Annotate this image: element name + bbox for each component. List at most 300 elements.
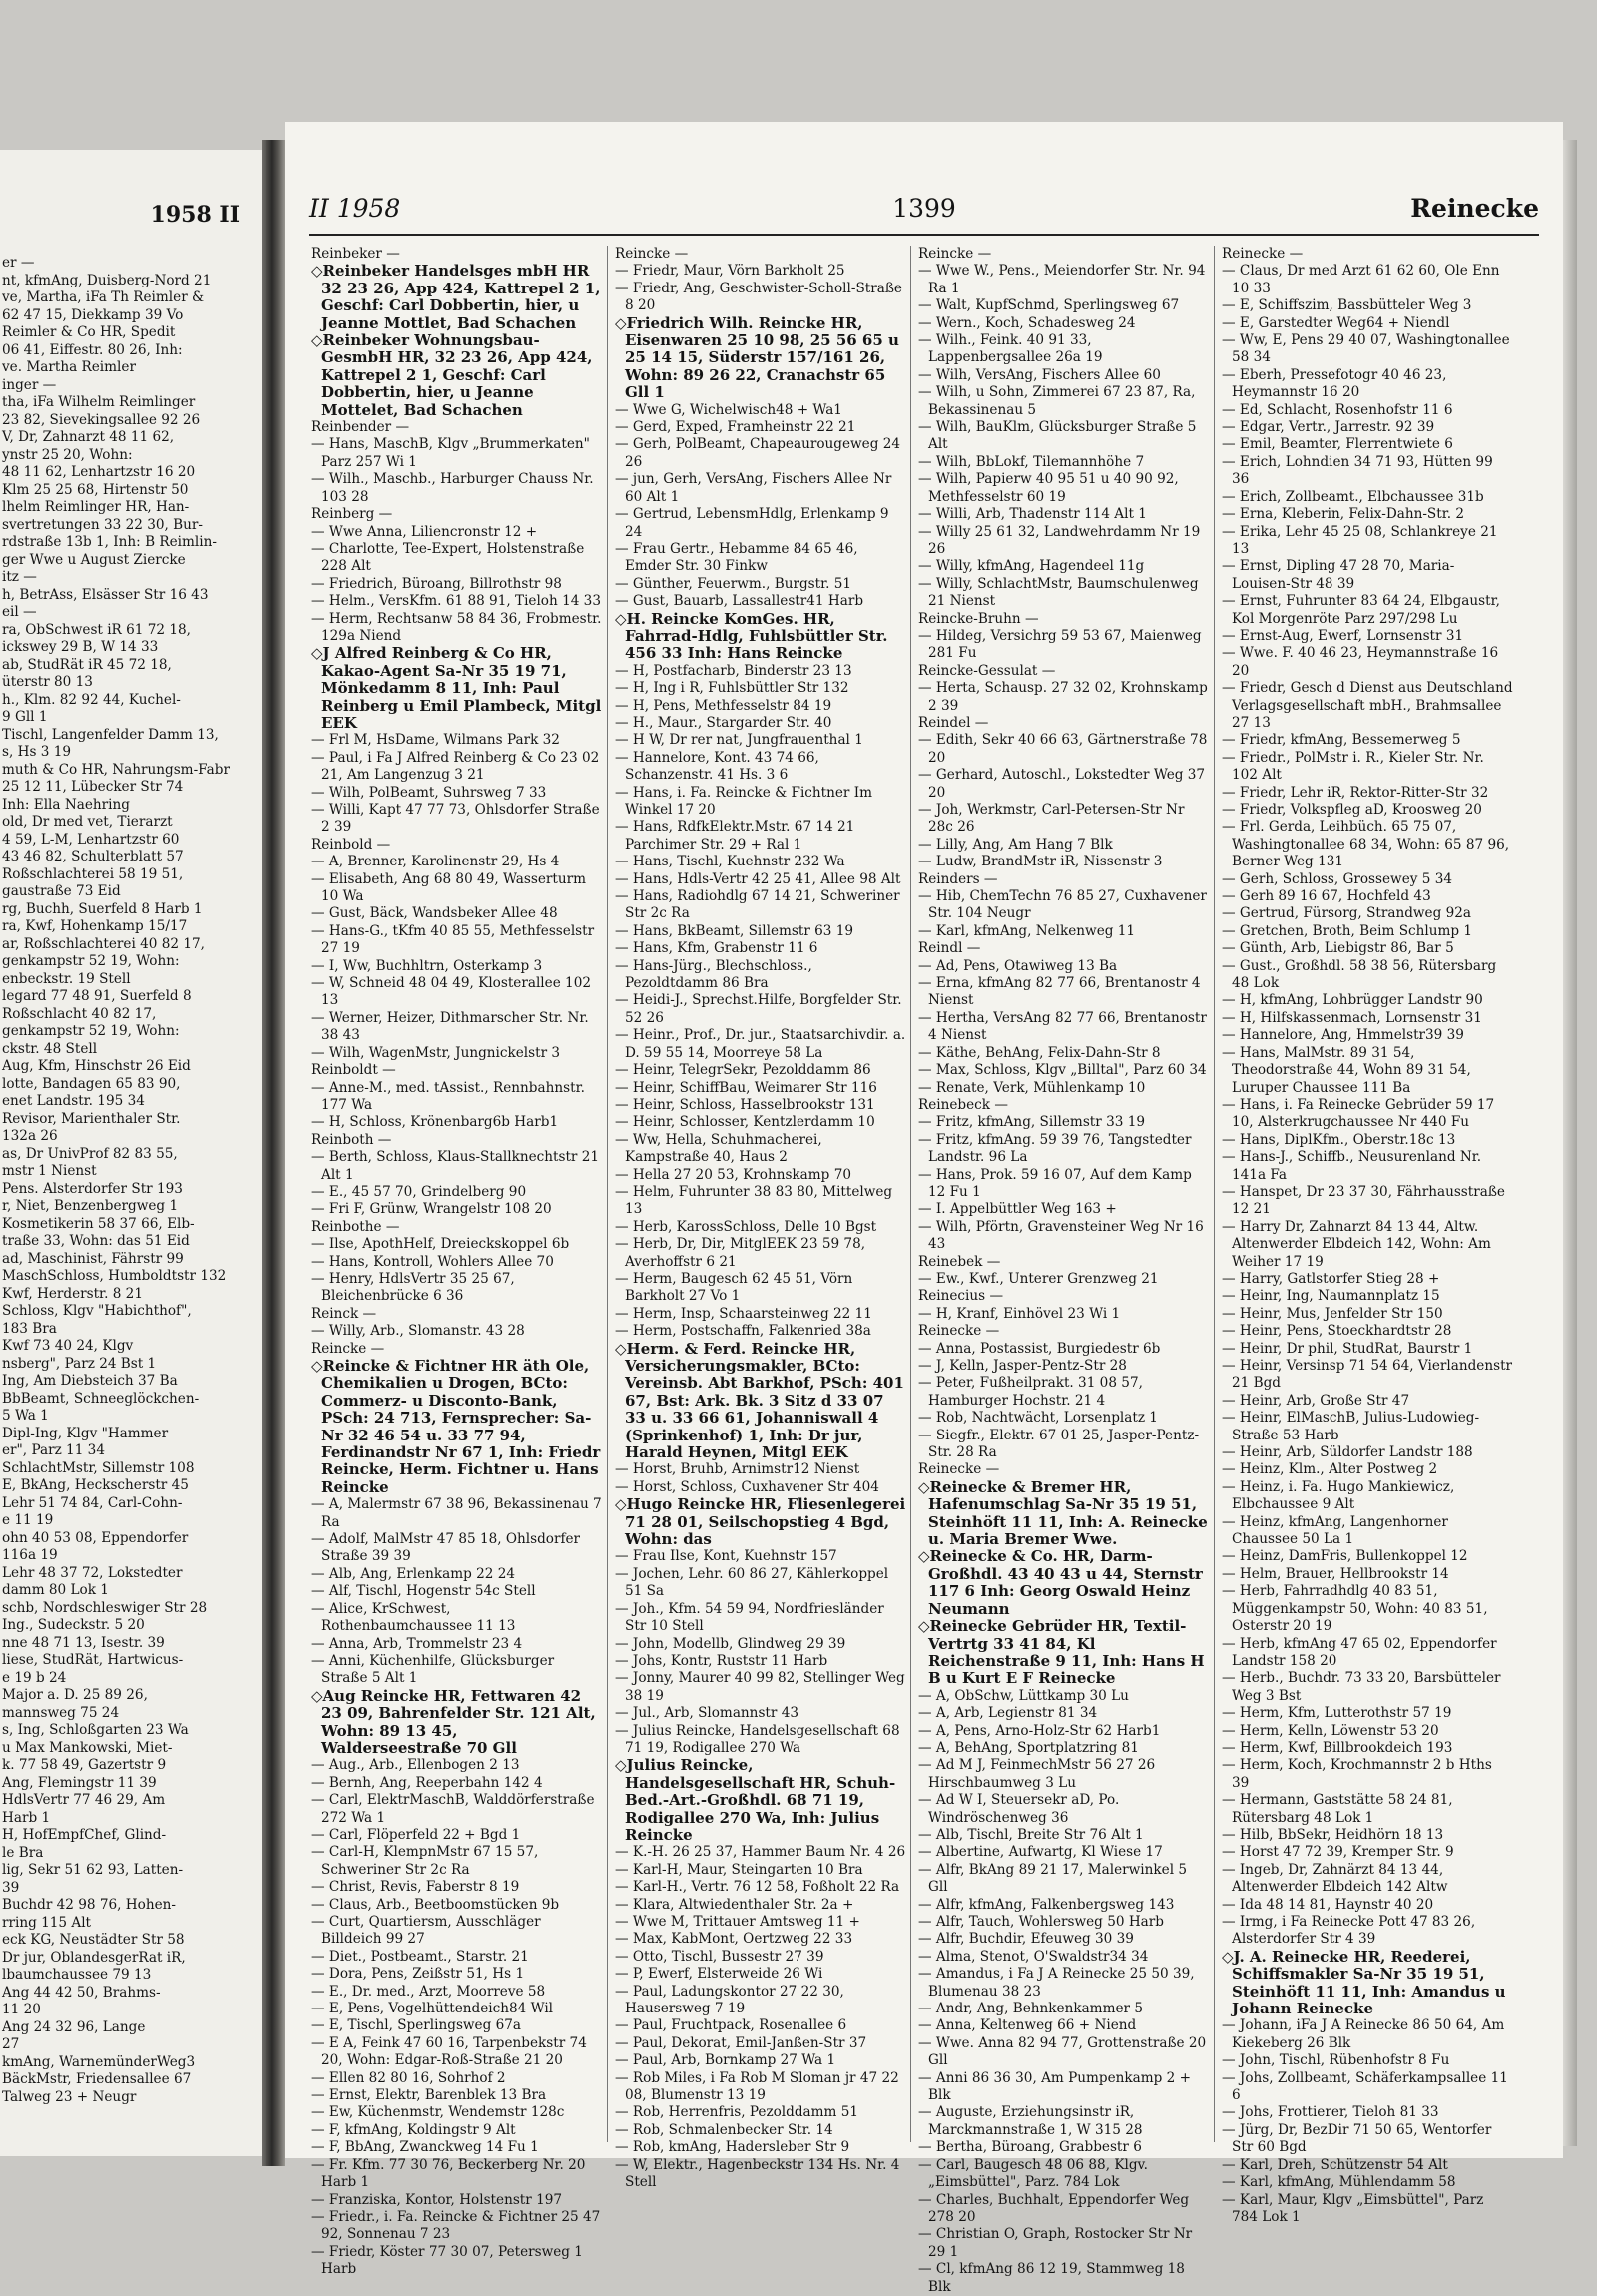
directory-entry: — Ludw, BrandMstr iR, Nissenstr 3 (918, 854, 1163, 870)
left-page-line: nsberg", Parz 24 Bst 1 (2, 1355, 157, 1372)
directory-entry: — Friedr, Lehr iR, Rektor-Ritter-Str 32 (1222, 784, 1489, 801)
left-page-line: Kwf 73 40 24, Klgv (2, 1338, 134, 1354)
directory-entry: — Werner, Heizer, Dithmarscher Str. Nr. 38 43 (311, 1009, 589, 1044)
directory-entry: — Dora, Pens, Zeißstr 51, Hs 1 (311, 1966, 525, 1983)
directory-entry: — Frl. Gerda, Leihbüch. 65 75 07, Washingtonallee 68 34, Wohn: 65 87 96, Berner Weg 131 (1222, 819, 1510, 870)
directory-entry: ◇ Reincke & Fichtner HR äth Ole, Chemikalien u Drogen, BCto: Commerz- u Disconto-Bank, PSch: 24 713, Fernsprecher: Sa-Nr 32 46 54 u. 33 77 94, Ferdinandstr Nr 67 1, Inh: Friedr Reincke, Herm. Fichtner u. Hans Reincke (311, 1358, 603, 1496)
directory-column-2 (615, 246, 906, 2191)
directory-entry: — Erna, kfmAng 82 77 66, Brentanostr 4 Nienst (918, 975, 1201, 1009)
left-page-line: lhelm Reimlinger HR, Han- (2, 499, 190, 515)
directory-entry: — P, Ewerf, Elsterweide 26 Wi (615, 1966, 823, 1983)
directory-entry: — E, Schiffszim, Bassbütteler Weg 3 (1222, 297, 1472, 314)
directory-entry: — Elisabeth, Ang 68 80 49, Wasserturm 10 Wa (311, 870, 586, 905)
directory-entry: — Heinr, Versinsp 71 54 64, Vierlandenstr 21 Bgd (1222, 1358, 1513, 1392)
directory-entry: — Ad W I, Steuersekr aD, Po. Windröschenweg 36 (918, 1792, 1120, 1826)
directory-entry: — Helm, Fuhrunter 38 83 80, Mittelweg 13 (615, 1183, 893, 1218)
directory-entry: — Willy, kfmAng, Hagendeel 11g (918, 558, 1145, 575)
directory-entry: ◇ J. A. Reinecke HR, Reederei, Schiffsmakler Sa-Nr 35 19 51, Steinhöft 11 11, Inh: Amandus u Johann Reinecke (1222, 1949, 1513, 2018)
directory-entry: — Walt, KupfSchmd, Sperlingsweg 67 (918, 297, 1180, 314)
left-page-line: Dr jur, OblandesgerRat iR, (2, 1949, 186, 1966)
left-page-line: 132a 26 (2, 1128, 58, 1144)
left-page-line: Tischl, Langenfelder Damm 13, (2, 726, 219, 743)
left-page-line: lbaumchaussee 79 13 (2, 1967, 152, 1983)
directory-entry: — Peter, Fußheilprakt. 31 08 57, Hamburger Hochstr. 21 4 (918, 1375, 1143, 1409)
directory-entry: — Herta, Schausp. 27 32 02, Krohnskamp 2 39 (918, 680, 1208, 714)
directory-entry: — E A, Feink 47 60 16, Tarpenbekstr 74 20, Wohn: Edgar-Roß-Straße 21 20 (311, 2034, 587, 2069)
left-page-line: rdstraße 13b 1, Inh: B Reimlin- (2, 534, 217, 550)
directory-entry: Reincke — (918, 246, 992, 262)
left-page-line: h., Klm. 82 92 44, Kuchel- (2, 691, 181, 708)
directory-entry: — F, kfmAng, Koldingstr 9 Alt (311, 2121, 516, 2138)
directory-entry: — I, Ww, Buchhltrn, Osterkamp 3 (311, 957, 543, 974)
directory-entry: — H, Postfacharb, Binderstr 23 13 (615, 662, 852, 679)
directory-entry: — Wwe. Anna 82 94 77, Grottenstraße 20 Gll (918, 2034, 1207, 2069)
left-page-header: 1958 II (150, 202, 240, 228)
directory-entry: — Lilly, Ang, Am Hang 7 Blk (918, 836, 1113, 853)
directory-entry: — Ww, Hella, Schuhmacherei, Kampstraße 40, Haus 2 (615, 1131, 822, 1166)
directory-entry: — E., 45 57 70, Grindelberg 90 (311, 1183, 527, 1200)
directory-entry: ◇ Friedrich Wilh. Reincke HR, Eisenwaren 25 10 98, 25 56 65 u 25 14 15, Süderstr 157/161 26, Wohn: 89 26 22, Cranachstr 65 Gll 1 (615, 315, 906, 402)
directory-entry: — Hans, BkBeamt, Sillemstr 63 19 (615, 922, 854, 939)
directory-entry: — Gretchen, Broth, Beim Schlump 1 (1222, 922, 1473, 939)
directory-entry: — Ew., Kwf., Unterer Grenzweg 21 (918, 1270, 1159, 1287)
directory-entry: — Ew, Küchenmstr, Wendemstr 128c (311, 2104, 565, 2121)
directory-entry: — Hans, i. Fa. Reincke & Fichtner Im Winkel 17 20 (615, 784, 873, 818)
directory-entry: — Hertha, VersAng 82 77 66, Brentanostr 4 Nienst (918, 1009, 1207, 1044)
left-page-line: 5 Wa 1 (2, 1408, 49, 1424)
directory-entry: — K.-H. 26 25 37, Hammer Baum Nr. 4 26 (615, 1844, 906, 1861)
directory-entry: — Friedr., PolMstr i. R., Kieler Str. Nr. 102 Alt (1222, 749, 1484, 784)
directory-entry: — Herb, Fahrradhdlg 40 83 51, Müggenkampstr 50, Wohn: 40 83 51, Osterstr 20 19 (1222, 1583, 1488, 1635)
left-page-line: er", Parz 11 34 (2, 1442, 105, 1458)
directory-entry: — Auguste, Erziehungsinstr iR, Marckmannstraße 1, W 315 28 (918, 2104, 1143, 2138)
directory-entry: — Heinr, Arb, Große Str 47 (1222, 1392, 1410, 1409)
directory-entry: — Heinr, Schloss, Hasselbrookstr 131 (615, 1096, 875, 1113)
directory-entry: — Wilh, BbLokf, Tilemannhöhe 7 (918, 453, 1145, 470)
directory-entry: — Karl-H, Maur, Steingarten 10 Bra (615, 1861, 863, 1878)
directory-entry: — Gertrud, LebensmHdlg, Erlenkamp 9 24 (615, 506, 889, 540)
directory-entry: — A, BehAng, Sportplatzring 81 (918, 1739, 1139, 1756)
directory-entry: — Horst, Bruhb, Arnimstr12 Nienst (615, 1461, 860, 1478)
directory-entry: — Fritz, kfmAng, Sillemstr 33 19 (918, 1114, 1145, 1131)
left-page-line: nne 48 71 13, Isestr. 39 (2, 1634, 165, 1651)
directory-entry: — Wwe M, Trittauer Amtsweg 11 + (615, 1914, 860, 1930)
page-year: II 1958 (309, 194, 401, 223)
directory-entry: — Wilh, VersAng, Fischers Allee 60 (918, 366, 1161, 383)
directory-entry: — H, Schloss, Krönenbarg6b Harb1 (311, 1114, 559, 1131)
directory-entry: — Hans, MaschB, Klgv „Brummerkaten" Parz 257 Wi 1 (311, 436, 590, 470)
directory-entry: Reinboldt — (311, 1062, 396, 1079)
left-page-line: Klm 25 25 68, Hirtenstr 50 (2, 481, 189, 498)
directory-entry: — Ernst, Dipling 47 28 70, Maria-Louisen-Str 48 39 (1222, 558, 1455, 592)
directory-entry: — Christian O, Graph, Rostocker Str Nr 29 1 (918, 2226, 1193, 2260)
directory-entry: — Alf, Tischl, Hogenstr 54c Stell (311, 1583, 536, 1600)
directory-entry: — Hans-G., tKfm 40 85 55, Methfesselstr 27 19 (311, 922, 595, 957)
left-page-line: h, BetrAss, Elsässer Str 16 43 (2, 586, 209, 603)
directory-entry: — Klara, Altwiedenthaler Str. 2a + (615, 1896, 854, 1913)
directory-entry: Reinbothe — (311, 1218, 400, 1235)
directory-entry: — jun, Gerh, VersAng, Fischers Allee Nr 60 Alt 1 (615, 471, 892, 505)
left-page-line: HdlsVertr 77 46 29, Am (2, 1792, 166, 1808)
left-page-line: gaustraße 73 Eid (2, 883, 121, 899)
directory-entry: — Johs, Kontr, Ruststr 11 Harb (615, 1652, 828, 1669)
header-rule (309, 234, 1539, 236)
directory-entry: — Johs, Frottierer, Tieloh 81 33 (1222, 2104, 1439, 2121)
directory-entry: — Henry, HdlsVertr 35 25 67, Bleichenbrücke 6 36 (311, 1270, 515, 1305)
left-page-line: ynstr 25 20, Wohn: (2, 446, 133, 463)
directory-entry: — Bernh, Ang, Reeperbahn 142 4 (311, 1774, 543, 1791)
left-page-line: mstr 1 Nienst (2, 1163, 97, 1179)
directory-entry: Reincke-Gessulat — (918, 662, 1056, 679)
directory-entry: — Gust., Großhdl. 58 38 56, Rütersbarg 48 Lok (1222, 957, 1497, 992)
directory-entry: ◇ Reinecke & Co. HR, Darm-Großhdl. 43 40 43 u 44, Sternstr 117 6 Inh: Georg Oswald Heinz Neumann (918, 1548, 1210, 1618)
left-page-line: enet Landstr. 195 34 (2, 1093, 145, 1109)
directory-entry: — Heinr, Dr phil, StudRat, Baurstr 1 (1222, 1340, 1473, 1357)
directory-entry: — Karl, kfmAng, Nelkenweg 11 (918, 922, 1136, 939)
directory-entry: — Anni 86 36 30, Am Pumpenkamp 2 + Blk (918, 2069, 1192, 2104)
directory-entry: — Friedrich, Büroang, Billrothstr 98 (311, 575, 562, 592)
directory-entry: — Hannelore, Kont. 43 74 66, Schanzenstr. 41 Hs. 3 6 (615, 749, 819, 784)
column-rule (607, 246, 608, 2142)
directory-entry: — Hans, i. Fa Reinecke Gebrüder 59 17 10, Alsterkrugchaussee Nr 440 Fu (1222, 1096, 1495, 1131)
left-page-line: enbeckstr. 19 Stell (2, 970, 131, 987)
directory-entry: — Alfr, kfmAng, Falkenbergsweg 143 (918, 1896, 1175, 1913)
directory-entry: — Fr. Kfm. 77 30 76, Beckerberg Nr. 20 Harb 1 (311, 2156, 586, 2191)
directory-entry: — Hermann, Gaststätte 58 24 81, Rütersbarg 48 Lok 1 (1222, 1792, 1453, 1826)
left-page-line: Kosmetikerin 58 37 66, Elb- (2, 1215, 195, 1232)
directory-entry: — H, kfmAng, Lohbrügger Landstr 90 (1222, 992, 1483, 1009)
directory-entry: — Jonny, Maurer 40 99 82, Stellinger Weg 38 19 (615, 1670, 905, 1704)
left-page-line: lotte, Bandagen 65 83 90, (2, 1075, 181, 1092)
directory-entry: — Friedr, Maur, Vörn Barkholt 25 (615, 263, 845, 280)
left-page-line: Ing., Sudeckstr. 5 20 (2, 1617, 145, 1633)
directory-entry: — Heidi-J., Sprechst.Hilfe, Borgfelder Str. 52 26 (615, 992, 902, 1026)
directory-entry: — Hans-J., Schiffb., Neusurenland Nr. 141a Fa (1222, 1149, 1482, 1183)
directory-entry: — Willy, Arb., Slomanstr. 43 28 (311, 1323, 525, 1340)
directory-entry: — Aug., Arb., Ellenbogen 2 13 (311, 1757, 520, 1774)
directory-entry: — F, BbAng, Zwanckweg 14 Fu 1 (311, 2139, 539, 2156)
directory-entry: — Christ, Revis, Faberstr 8 19 (311, 1879, 520, 1896)
directory-entry: — A, Arb, Legienstr 81 34 (918, 1705, 1098, 1722)
directory-entry: — Herm, Postschaffn, Falkenried 38a (615, 1323, 871, 1340)
left-page-line: u Max Mankowski, Miet- (2, 1739, 173, 1756)
directory-entry: — Hans, MalMstr. 89 31 54, Theodorstraße 44, Wohn 89 31 54, Luruper Chaussee 111 Ba (1222, 1044, 1471, 1096)
left-page-line: Reimler & Co HR, Spedit (2, 324, 176, 340)
left-page-line: eil — (2, 604, 37, 620)
directory-entry: — Claus, Arb., Beetboomstücken 9b (311, 1896, 560, 1913)
directory-entry: — H, Pens, Methfesselstr 84 19 (615, 697, 832, 714)
directory-entry: — Ida 48 14 81, Haynstr 40 20 (1222, 1896, 1434, 1913)
left-page-line: Lehr 48 37 72, Lokstedter (2, 1564, 183, 1581)
left-page-line: H, HofEmpfChef, Glind- (2, 1827, 167, 1843)
directory-entry: — Gerd, Exped, Framheinstr 22 21 (615, 419, 856, 436)
directory-entry: — Diet., Postbeamt., Starstr. 21 (311, 1948, 529, 1965)
directory-entry: — Alb, Ang, Erlenkamp 22 24 (311, 1565, 516, 1582)
directory-entry: — Herm, Kwf, Billbrookdeich 193 (1222, 1739, 1453, 1756)
directory-entry: — Hans, Kfm, Grabenstr 11 6 (615, 940, 818, 957)
directory-entry: — Herm, Kelln, Löwenstr 53 20 (1222, 1722, 1439, 1739)
left-page-line: 39 (2, 1879, 20, 1896)
directory-entry: — Wilh., Maschb., Harburger Chauss Nr. 103 28 (311, 471, 594, 505)
directory-entry: — Heinr, Arb, Süldorfer Landstr 188 (1222, 1444, 1473, 1461)
directory-entry: — Carl, ElektrMaschB, Walddörferstraße 272 Wa 1 (311, 1792, 595, 1826)
directory-entry: — Gerhard, Autoschl., Lokstedter Weg 37 20 (918, 767, 1206, 801)
directory-entry: — Hans, DiplKfm., Oberstr.18c 13 (1222, 1131, 1456, 1148)
directory-entry: — Hans-Jürg., Blechschloss., Pezoldtdamm 86 Bra (615, 957, 812, 992)
left-page-line: 9 Gll 1 (2, 709, 48, 725)
directory-entry: — Max, KabMont, Oertzweg 22 33 (615, 1931, 853, 1948)
directory-entry: — Rob, kmAng, Hadersleber Str 9 (615, 2139, 850, 2156)
left-page-column (2, 255, 252, 2106)
directory-entry: — Heinr, Schlosser, Kentzlerdamm 10 (615, 1114, 875, 1131)
left-page-line: e 19 b 24 (2, 1669, 67, 1686)
left-page-line: 48 11 62, Lenhartzstr 16 20 (2, 464, 196, 480)
directory-entry: — Claus, Dr med Arzt 61 62 60, Ole Enn 10 33 (1222, 263, 1500, 296)
left-page-line: 43 46 82, Schulterblatt 57 (2, 849, 184, 864)
directory-entry: — Johann, iFa J A Reinecke 86 50 64, Am Kiekeberg 26 Blk (1222, 2017, 1505, 2051)
directory-entry: — Erich, Zollbeamt., Elbchaussee 31b (1222, 488, 1484, 505)
left-page-line: rring 115 Alt (2, 1914, 92, 1931)
left-page-line: 11 20 (2, 2002, 41, 2017)
left-page-line: 06 41, Eiffestr. 80 26, Inh: (2, 341, 183, 358)
left-page-line: Buchdr 42 98 76, Hohen- (2, 1897, 176, 1913)
left-page-line: Pens. Alsterdorfer Str 193 (2, 1180, 183, 1197)
left-page-line: genkampstr 52 19, Wohn: (2, 1023, 180, 1039)
directory-entry: — Herm, Insp, Schaarsteinweg 22 11 (615, 1305, 872, 1322)
directory-column-4 (1222, 246, 1513, 2225)
left-page-line: itz — (2, 569, 37, 585)
directory-entry: Reinbeker — (311, 246, 400, 262)
directory-entry: — Andr, Ang, Behnkenkammer 5 (918, 2001, 1143, 2017)
directory-entry: — Hanspet, Dr 23 37 30, Fährhausstraße 12 21 (1222, 1183, 1505, 1218)
directory-entry: — Karl, Maur, Klgv „Eimsbüttel", Parz 784 Lok 1 (1222, 2191, 1484, 2225)
left-page-line: le Bra (2, 1844, 44, 1861)
left-page-line: Schloss, Klgv "Habichthof", (2, 1303, 192, 1319)
directory-entry: — Jürg, Dr, BezDir 71 50 65, Wentorfer Str 60 Bgd (1222, 2121, 1492, 2156)
directory-entry: — Heinr, Ing, Naumannplatz 15 (1222, 1288, 1440, 1305)
left-page-line: mannsweg 75 24 (2, 1704, 120, 1721)
directory-entry: — Wilh, PolBeamt, Suhrsweg 7 33 (311, 784, 547, 801)
left-page-line: ve, Martha, iFa Th Reimler & (2, 289, 205, 305)
directory-entry: Reinberg — (311, 506, 393, 523)
left-page-line: Ang, Flemingstr 11 39 (2, 1774, 157, 1791)
left-page-line: Aug, Kfm, Hinschstr 26 Eid (2, 1058, 191, 1074)
directory-entry: — A, Brenner, Karolinenstr 29, Hs 4 (311, 854, 560, 870)
directory-entry: — Anna, Arb, Trommelstr 23 4 (311, 1635, 523, 1652)
directory-entry: — Ernst-Aug, Ewerf, Lornsenstr 31 (1222, 627, 1464, 644)
left-page-line: liese, StudRät, Hartwicus- (2, 1652, 184, 1668)
directory-entry: — Cl, kfmAng 86 12 19, Stammweg 18 Blk (918, 2261, 1185, 2295)
directory-entry: ◇ Reinbeker Handelsges mbH HR 32 23 26, App 424, Kattrepel 2 1, Geschf: Carl Dobbertin, hier, u Jeanne Mottlet, Bad Schachen (311, 263, 603, 332)
directory-entry: — Renate, Verk, Mühlenkamp 10 (918, 1079, 1146, 1096)
directory-entry: Reinbold — (311, 836, 391, 853)
directory-entry: — Wilh, WagenMstr, Jungnickelstr 3 (311, 1044, 561, 1061)
directory-entry: ◇ Reinecke Gebrüder HR, Textil-Vertrtg 33 41 84, Kl Reichenstraße 9 11, Inh: Hans H B u Kurt E F Reinecke (918, 1618, 1210, 1688)
directory-entry: — Herm, Rechtsanw 58 84 36, Frobmestr. 129a Niend (311, 610, 602, 644)
directory-entry: ◇ H. Reincke KomGes. HR, Fahrrad-Hdlg, Fuhlsbüttler Str. 456 33 Inh: Hans Reincke (615, 611, 906, 663)
directory-entry: — Rob, Herrenfris, Pezolddamm 51 (615, 2104, 859, 2121)
directory-entry: — Herm, Koch, Krochmannstr 2 b Hths 39 (1222, 1757, 1492, 1791)
directory-entry: — Harry Dr, Zahnarzt 84 13 44, Altw. Altenwerder Elbdeich 142, Wohn: Am Weiher 17 19 (1222, 1218, 1491, 1270)
directory-entry: ◇ Reinecke & Bremer HR, Hafenumschlag Sa-Nr 35 19 51, Steinhöft 11 11, Inh: A. Reinecke u. Maria Bremer Wwe. (918, 1479, 1210, 1549)
right-page (285, 122, 1563, 2295)
directory-entry: — Wilh, Pförtn, Gravensteiner Weg Nr 16 43 (918, 1218, 1204, 1253)
left-page-line: ar, Roßschlachterei 40 82 17, (2, 935, 205, 952)
directory-entry: — Wwe. F. 40 46 23, Heymannstraße 16 20 (1222, 645, 1499, 679)
directory-entry: — Wilh, Papierw 40 95 51 u 40 90 92, Methfesselstr 60 19 (918, 471, 1179, 505)
left-page-line: muth & Co HR, Nahrungsm-Fabr (2, 761, 230, 778)
directory-entry: — Gertrud, Fürsorg, Strandweg 92a (1222, 905, 1472, 922)
directory-entry: — A, ObSchw, Lüttkamp 30 Lu (918, 1687, 1129, 1704)
directory-entry: — Heinr, Mus, Jenfelder Str 150 (1222, 1305, 1443, 1322)
directory-entry: — H, Hilfskassenmach, Lornsenstr 31 (1222, 1009, 1482, 1026)
directory-entry: — Helm, Brauer, Hellbrookstr 14 (1222, 1565, 1449, 1582)
directory-entry: — Herm, Kfm, Lutterothstr 57 19 (1222, 1705, 1452, 1722)
left-page-line: eck KG, Neustädter Str 58 (2, 1932, 185, 1948)
directory-entry: — Julius Reincke, Handelsgesellschaft 68 71 19, Rodigallee 270 Wa (615, 1722, 900, 1756)
directory-entry: — Paul, Dekorat, Emil-Janßen-Str 37 (615, 2034, 867, 2051)
directory-entry: — Alfr, Buchdir, Efeuweg 30 39 (918, 1931, 1134, 1948)
directory-entry: — Karl, Dreh, Schützenstr 54 Alt (1222, 2156, 1448, 2173)
left-page-line: er — (2, 255, 35, 271)
directory-entry: — Horst, Schloss, Cuxhavener Str 404 (615, 1478, 879, 1495)
left-page-line: ad, Maschinist, Fährstr 99 (2, 1250, 184, 1267)
directory-entry: — Wilh, u Sohn, Zimmerei 67 23 87, Ra, Bekassinenau 5 (918, 384, 1196, 418)
left-page-line: 4 59, L-M, Lenhartzstr 60 (2, 831, 180, 848)
left-page-line: ger Wwe u August Ziercke (2, 551, 186, 568)
directory-entry: — Edgar, Vertr., Jarrestr. 92 39 (1222, 419, 1435, 436)
left-page-line: traße 33, Wohn: das 51 Eid (2, 1233, 190, 1249)
directory-entry: — Hannelore, Ang, Hmmelstr39 39 (1222, 1027, 1464, 1044)
directory-entry: — Friedr., i. Fa. Reincke & Fichtner 25 47 92, Sonnenau 7 23 (311, 2208, 601, 2243)
left-page-line: 25 12 11, Lübecker Str 74 (2, 779, 184, 795)
page-header (309, 194, 1539, 228)
directory-entry: ◇ Herm. & Ferd. Reincke HR, Versicherungsmakler, BCto: Vereinsb. Abt Barkhof, PSch: 401 67, Bst: Ark. Bk. 3 Sitz d 33 07 33 u. 33 66 61, Johanniswall 4 (Sprinkenhof) 1, Inh: Dr jur, Harald Heynen, Mitgl EEK (615, 1341, 906, 1462)
left-page-line: ckstr. 48 Stell (2, 1040, 98, 1057)
left-page-line: s, Ing, Schloßgarten 23 Wa (2, 1722, 189, 1738)
left-page-line: e 11 19 (2, 1512, 54, 1528)
directory-column-1 (311, 246, 603, 2278)
directory-entry: — Hildeg, Versichrg 59 53 67, Maienweg 281 Fu (918, 627, 1202, 662)
left-page-line: 27 (2, 2036, 20, 2052)
directory-entry: — Max, Schloss, Klgv „Billtal", Parz 60 34 (918, 1062, 1207, 1079)
directory-entry: — Ilse, ApothHelf, Dreieckskoppel 6b (311, 1236, 570, 1253)
left-page-line: 183 Bra (2, 1320, 57, 1337)
directory-entry: — H W, Dr rer nat, Jungfrauenthal 1 (615, 732, 863, 749)
left-page-line: Revisor, Marienthaler Str. (2, 1110, 181, 1127)
directory-entry: — Erna, Kleberin, Felix-Dahn-Str. 2 (1222, 506, 1465, 523)
directory-entry: Reinders — (918, 870, 998, 887)
left-page-line: rg, Buchh, Suerfeld 8 Harb 1 (2, 900, 203, 917)
left-page-line: Dipl-Ing, Klgv "Hammer (2, 1425, 169, 1441)
directory-entry: — Ingeb, Dr, Zahnärzt 84 13 44, Altenwerder Elbdeich 142 Altw (1222, 1861, 1448, 1896)
left-page-line: BäckMstr, Friedensallee 67 (2, 2071, 192, 2087)
directory-entry: — Rob Miles, i Fa Rob M Sloman jr 47 22 08, Blumenstr 13 19 (615, 2069, 899, 2104)
left-page-line: legard 77 48 91, Suerfeld 8 (2, 988, 192, 1004)
directory-entry: Reinecke — (918, 1323, 1000, 1340)
left-page-line: BbBeamt, Schneeglöckchen- (2, 1390, 200, 1407)
left-page-line: V, Dr, Zahnarzt 48 11 62, (2, 429, 175, 445)
directory-entry: — Willi, Arb, Thadenstr 114 Alt 1 (918, 506, 1147, 523)
page-edge (1563, 140, 1577, 2146)
directory-entry: — John, Modellb, Glindweg 29 39 (615, 1635, 846, 1652)
directory-entry: — Rob, Nachtwächt, Lorsenplatz 1 (918, 1410, 1158, 1427)
directory-entry: — Ernst, Elektr, Barenblek 13 Bra (311, 2087, 547, 2104)
directory-entry: — E., Dr. med., Arzt, Moorreve 58 (311, 1983, 546, 2000)
directory-entry: — Friedr, Köster 77 30 07, Petersweg 1 Harb (311, 2243, 583, 2278)
directory-entry: — E, Tischl, Sperlingsweg 67a (311, 2017, 522, 2034)
left-page-line: as, Dr UnivProf 82 83 55, (2, 1145, 178, 1162)
directory-entry: — Alb, Tischl, Breite Str 76 Alt 1 (918, 1826, 1144, 1843)
left-page-line: kmAng, WarnemünderWeg3 (2, 2053, 196, 2070)
directory-entry: — Wilh., Feink. 40 91 33, Lappenbergsallee 26a 19 (918, 332, 1103, 366)
left-page-line: lig, Sekr 51 62 93, Latten- (2, 1862, 184, 1878)
directory-entry: — Alice, KrSchwest, Rothenbaumchaussee 11 13 (311, 1600, 516, 1635)
directory-entry: — Herb, KarossSchloss, Delle 10 Bgst (615, 1218, 877, 1235)
column-rule (910, 246, 911, 2142)
directory-entry: — Friedr, Gesch d Dienst aus Deutschland Verlagsgesellschaft mbH., Brahmsallee 27 13 (1222, 680, 1513, 731)
directory-entry: Reincke — (615, 246, 689, 262)
directory-entry: — Carl-H, KlempnMstr 67 15 57, Schweriner Str 2c Ra (311, 1844, 539, 1878)
directory-entry: — Hilb, BbSekr, Heidhörn 18 13 (1222, 1826, 1444, 1843)
directory-entry: — Ww, E, Pens 29 40 07, Washingtonallee 58 34 (1222, 332, 1510, 366)
left-page-line: ra, Kwf, Hohenkamp 15/17 (2, 918, 188, 934)
directory-entry: — Alfr, BkAng 89 21 17, Malerwinkel 5 Gll (918, 1861, 1188, 1896)
directory-entry: — Carl, Flöperfeld 22 + Bgd 1 (311, 1826, 521, 1843)
directory-entry: Reincke-Bruhn — (918, 610, 1039, 627)
directory-entry: — Karl, kfmAng, Mühlendamm 58 (1222, 2174, 1456, 2191)
directory-entry: — Heinr, ElMaschB, Julius-Ludowieg-Straße 53 Harb (1222, 1410, 1480, 1443)
directory-entry: — H, Kranf, Einhövel 23 Wi 1 (918, 1305, 1121, 1322)
left-page-line: ickswey 29 B, W 14 33 (2, 639, 159, 655)
directory-entry: — Käthe, BehAng, Felix-Dahn-Str 8 (918, 1044, 1161, 1061)
directory-entry: — Heinr, TelegrSekr, Pezolddamm 86 (615, 1062, 871, 1079)
directory-entry: — Hans, Prok. 59 16 07, Auf dem Kamp 12 Fu 1 (918, 1166, 1192, 1200)
directory-entry: — Hans, Radiohdlg 67 14 21, Schweriner Str 2c Ra (615, 888, 900, 922)
directory-entry: — Otto, Tischl, Bussestr 27 39 (615, 1948, 824, 1965)
left-page-line: k. 77 58 49, Gazertstr 9 (2, 1757, 167, 1773)
directory-entry: — Hib, ChemTechn 76 85 27, Cuxhavener Str. 104 Neugr (918, 888, 1207, 922)
page-number: 1399 (892, 194, 956, 223)
left-page-line: Roßschlacht 40 82 17, (2, 1005, 157, 1022)
directory-entry: — Alfr, Tauch, Wohlersweg 50 Harb (918, 1914, 1164, 1930)
directory-entry: — E, Pens, Vogelhüttendeich84 Wil (311, 2001, 554, 2017)
directory-entry: — E, Garstedter Weg64 + Niendl (1222, 314, 1450, 331)
directory-entry: Reinecke — (918, 1461, 1000, 1478)
directory-entry: — I. Appelbüttler Weg 163 + (918, 1201, 1117, 1218)
left-page-line: s, Hs 3 19 (2, 744, 72, 760)
directory-entry: — Herm, Baugesch 62 45 51, Vörn Barkholt 27 Vo 1 (615, 1270, 853, 1305)
left-page-line: E, BkAng, Heckscherstr 45 (2, 1477, 189, 1493)
directory-entry: — Anne-M., med. tAssist., Rennbahnstr. 177 Wa (311, 1079, 585, 1113)
directory-entry: — Willi, Kapt 47 77 73, Ohlsdorfer Straße 2 39 (311, 802, 600, 836)
directory-entry: ◇ J Alfred Reinberg & Co HR, Kakao-Agent Sa-Nr 35 19 71, Mönkedamm 8 11, Inh: Paul Reinberg u Emil Plambeck, Mitgl EEK (311, 645, 603, 732)
column-rule (1214, 246, 1215, 2142)
directory-entry: — Wilh, BauKlm, Glücksburger Straße 5 Alt (918, 419, 1197, 453)
directory-entry: ◇ Hugo Reincke HR, Fliesenlegerei 71 28 01, Seilschopstieg 4 Bgd, Wohn: das (615, 1496, 906, 1548)
directory-entry: — Anna, Postassist, Burgiedestr 6b (918, 1340, 1161, 1357)
left-page-line: ve. Martha Reimler (2, 359, 136, 375)
left-page-line: 62 47 15, Diekkamp 39 Vo (2, 306, 184, 323)
page-running-name: Reinecke (1410, 194, 1539, 223)
directory-entry: — Jochen, Lehr. 60 86 27, Kählerkoppel 51 Sa (615, 1565, 889, 1600)
directory-entry: — Gerh, PolBeamt, Chapeaurougeweg 24 26 (615, 436, 901, 470)
directory-entry: — Herb, Dr, Dir, MitglEEK 23 59 78, Averhoffstr 6 21 (615, 1236, 866, 1270)
directory-entry: — Fritz, kfmAng. 59 39 76, Tangstedter Landstr. 96 La (918, 1131, 1192, 1166)
directory-entry: — Carl, Baugesch 48 06 88, Klgv. „Eimsbüttel", Parz. 784 Lok (918, 2156, 1148, 2191)
directory-entry: — Paul, i Fa J Alfred Reinberg & Co 23 02 21, Am Langenzug 3 21 (311, 749, 600, 784)
directory-entry: — Frau Ilse, Kont, Kuehnstr 157 (615, 1548, 837, 1565)
